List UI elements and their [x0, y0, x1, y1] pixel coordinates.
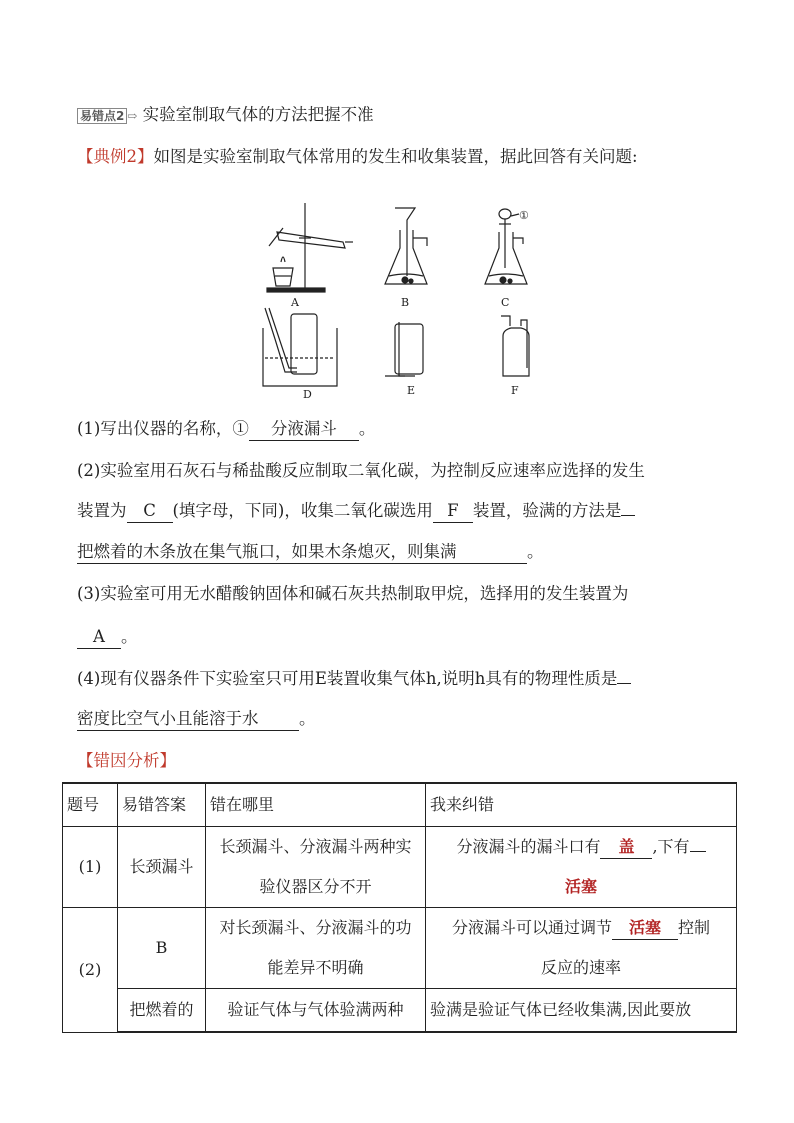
q3-end: 。 [121, 627, 138, 646]
q2-post: 装置，验满的方法是 [472, 501, 622, 520]
row-where-wrong: 验证气体与气体验满两种 [206, 989, 426, 1033]
header-correction: 我来纠错 [426, 783, 737, 827]
question-2-line2 [77, 500, 635, 523]
question-4-line1 [77, 668, 631, 690]
question-3-line2 [77, 626, 138, 649]
error-point-tag: 易错点2 [77, 108, 127, 124]
q2-answer-3: 把燃着的木条放在集气瓶口，如果木条熄灭，则集满 [77, 541, 527, 564]
row-wrong-answer: 把燃着的 [118, 989, 206, 1033]
question-3-line1: (3)实验室可用无水醋酸钠固体和碱石灰共热制取甲烷，选择用的发生装置为 [77, 584, 629, 603]
q1-answer: 分液漏斗 [249, 418, 359, 441]
marker-1: ① [519, 209, 529, 222]
label-a: A [291, 296, 299, 309]
q2-answer-1: C [127, 500, 173, 523]
example-line [77, 146, 638, 168]
row-correction: 验满是验证气体已经收集满,因此要放 [426, 989, 737, 1033]
header-where-wrong: 错在哪里 [206, 783, 426, 827]
q4-answer: 密度比空气小且能溶于水 [77, 708, 299, 731]
row-where-wrong: 长颈漏斗、分液漏斗两种实 验仪器区分不开 [206, 827, 426, 908]
arrow-icon: ⇨ [127, 109, 138, 123]
section-heading [77, 104, 374, 127]
label-f: F [511, 384, 519, 397]
apparatus-figure [255, 198, 545, 398]
analysis-label: 【错因分析】 [77, 751, 176, 770]
question-2-line3 [77, 541, 544, 564]
section-title: 实验室制取气体的方法把握不准 [142, 105, 374, 124]
q2-answer-2: F [433, 500, 473, 523]
apparatus-d [263, 308, 337, 386]
q1-end: 。 [358, 419, 376, 438]
error-analysis-table [62, 782, 737, 1033]
header-wrong-answer: 易错答案 [118, 783, 206, 827]
question-4-line2 [77, 708, 316, 731]
label-c: C [501, 296, 510, 309]
example-label: 【典例2】 [77, 147, 154, 166]
question-2-line1: (2)实验室用石灰石与稀盐酸反应制取二氧化碳，为控制反应速率应选择的发生 [77, 461, 645, 480]
header-number: 题号 [63, 783, 118, 827]
question-1 [77, 418, 375, 441]
row-wrong-answer: B [118, 908, 206, 989]
apparatus-f [501, 316, 529, 376]
row-where-wrong: 对长颈漏斗、分液漏斗的功 能差异不明确 [206, 908, 426, 989]
table-row [63, 827, 737, 908]
q2-mid: (填字母，下同)，收集二氧化碳选用 [172, 501, 433, 520]
q1-text: (1)写出仪器的名称，① [77, 419, 249, 438]
table-header-row [63, 783, 737, 827]
label-e: E [407, 384, 416, 397]
q2-pre: 装置为 [77, 501, 127, 520]
apparatus-a [267, 203, 353, 292]
apparatus-b [385, 208, 427, 284]
table-row [63, 908, 737, 989]
q4-end: 。 [299, 709, 316, 728]
q4-text: (4)现有仪器条件下实验室只可用E装置收集气体h,说明h具有的物理性质是 [77, 669, 618, 688]
row-correction: 分液漏斗可以通过调节 活塞 控制 反应的速率 [426, 908, 737, 989]
row-correction: 分液漏斗的漏斗口有 盖 ,下有 活塞 [426, 827, 737, 908]
label-b: B [401, 296, 410, 309]
row-wrong-answer: 长颈漏斗 [118, 827, 206, 908]
q3-answer: A [77, 626, 121, 649]
q2-end: 。 [527, 542, 544, 561]
row-number: (2) [63, 908, 118, 1033]
row-number: (1) [63, 827, 118, 908]
apparatus-e [385, 322, 423, 376]
example-text: 如图是实验室制取气体常用的发生和收集装置，据此回答有关问题: [153, 147, 638, 166]
table-row [63, 989, 737, 1033]
label-d: D [303, 388, 312, 398]
